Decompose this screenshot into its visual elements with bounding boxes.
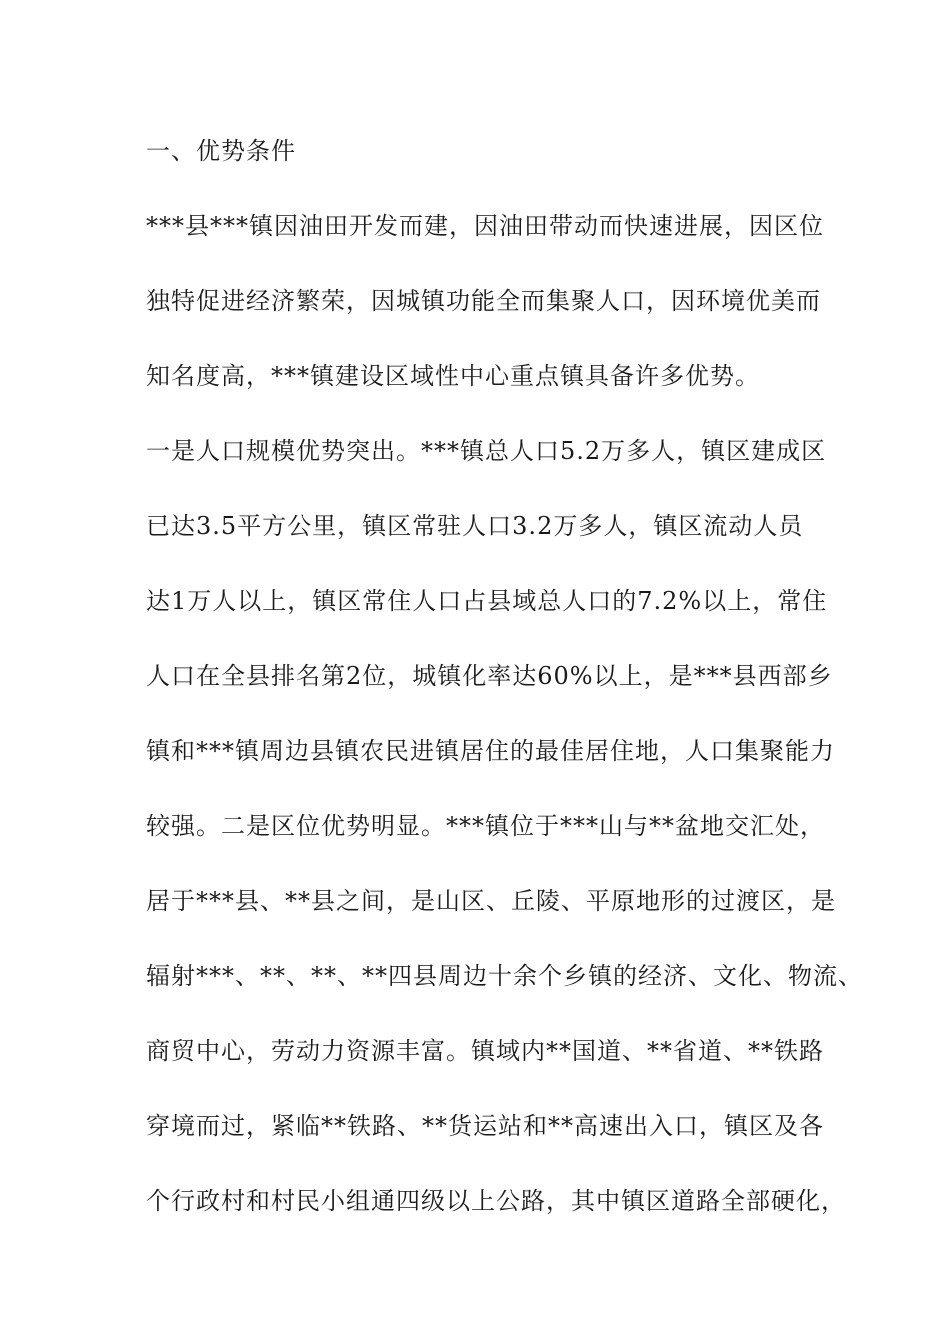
text-line: 商贸中心，劳动力资源丰富。镇域内**国道、**省道、**铁路 (146, 1037, 824, 1065)
text-line: 独特促进经济繁荣，因城镇功能全而集聚人口，因环境优美而 (146, 287, 821, 315)
text-line: 居于***县、**县之间，是山区、丘陵、平原地形的过渡区，是 (146, 887, 836, 915)
text-line: 辐射***、**、**、**四县周边十余个乡镇的经济、文化、物流、 (146, 962, 863, 990)
text-line: 达1万人以上，镇区常住人口占县域总人口的7.2%以上，常住 (146, 587, 828, 615)
text-line: 一是人口规模优势突出。***镇总人口5.2万多人，镇区建成区 (146, 437, 827, 465)
text-line: 较强。二是区位优势明显。***镇位于***山与**盆地交汇处， (146, 812, 825, 840)
text-line: 穿境而过，紧临**铁路、**货运站和**高速出入口，镇区及各 (146, 1112, 824, 1140)
text-line: 人口在全县排名第2位，城镇化率达60%以上，是***县西部乡 (146, 662, 833, 690)
text-line: ***县***镇因油田开发而建，因油田带动而快速进展，因区位 (146, 212, 824, 240)
text-line: 镇和***镇周边县镇农民进镇居住的最佳居住地，人口集聚能力 (146, 737, 835, 765)
text-line: 已达3.5平方公里，镇区常驻人口3.2万多人，镇区流动人员 (146, 512, 804, 540)
text-line: 个行政村和村民小组通四级以上公路，其中镇区道路全部硬化， (146, 1187, 846, 1215)
section-heading: 一、优势条件 (146, 137, 296, 165)
text-line: 知名度高，***镇建设区域性中心重点镇具备许多优势。 (146, 362, 760, 390)
